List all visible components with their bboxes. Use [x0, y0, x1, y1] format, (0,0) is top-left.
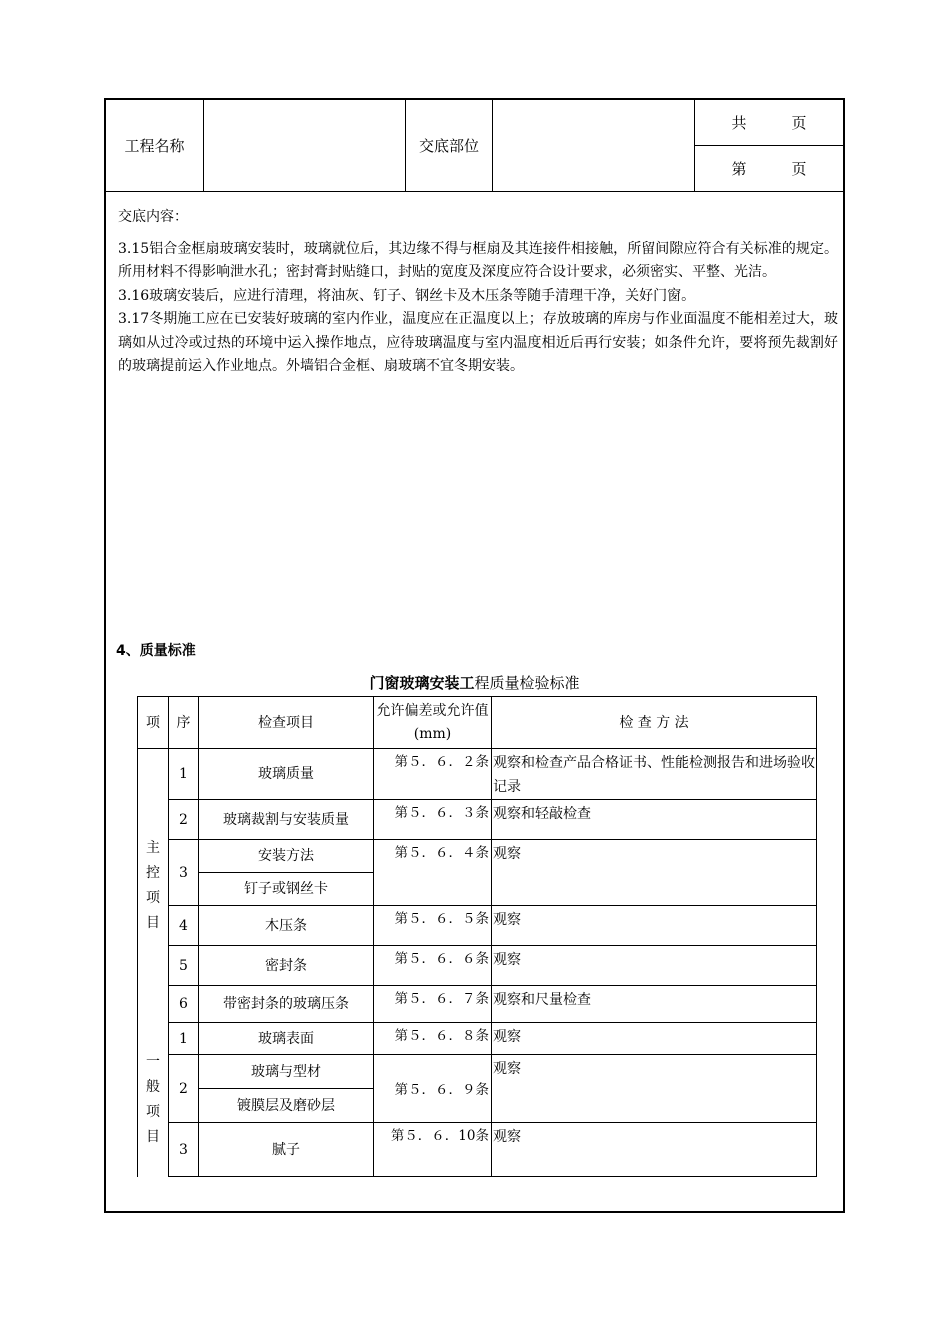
- quality-heading: 4、质量标准: [116, 643, 196, 659]
- paragraph-3-16: 3.16玻璃安装后，应进行清理，将油灰、钉子、钢丝卡及木压条等随手清理干净，关好门窗。: [118, 287, 696, 304]
- table-row: [138, 986, 817, 1023]
- row-check: 玻璃表面: [199, 1023, 374, 1055]
- table-row: [138, 840, 817, 873]
- col-seq: 序: [169, 697, 199, 749]
- table-title: [106, 672, 843, 693]
- row-clause: 第５．６．５条: [374, 906, 492, 946]
- handover-content: [118, 206, 838, 379]
- project-name-value[interactable]: [204, 100, 406, 192]
- row-method: 观察: [492, 906, 817, 946]
- row-clause: 第５．６．４条: [374, 840, 492, 906]
- content-label: 交底内容：: [118, 209, 188, 225]
- row-clause: 第５．６．９条: [374, 1055, 492, 1123]
- quality-table: [137, 696, 817, 1177]
- row-clause: 第５．６．10条: [374, 1123, 492, 1177]
- row-seq: 4: [169, 906, 199, 946]
- row-check: 安装方法: [199, 840, 374, 873]
- row-seq: 2: [169, 1055, 199, 1123]
- group-main-label: 主控项目: [146, 839, 160, 931]
- row-method: 观察和检查产品合格证书、性能检测报告和进场验收记录: [492, 749, 817, 800]
- row-check: 木压条: [199, 906, 374, 946]
- row-clause: 第５．６．７条: [374, 986, 492, 1023]
- table-title-bold: 门窗玻璃安装工: [369, 674, 475, 692]
- col-tolerance: 允许偏差或允许值(mm): [374, 697, 492, 749]
- paragraph-3-17: 3.17冬期施工应在已安装好玻璃的室内作业，温度应在正温度以上；存放玻璃的库房与作业面温度不能相差过大，玻璃如从过冷或过热的环境中运入操作地点，应待玻璃温度与室内温度相近后再行安装；如条件允许，要将预先裁割好的玻璃提前运入作业地点。外墙铝合金框、扇玻璃不宜冬期安装。: [118, 311, 838, 374]
- table-row: [138, 749, 817, 800]
- row-clause: 第５．６．８条: [374, 1023, 492, 1055]
- row-method: 观察: [492, 840, 817, 906]
- row-method: 观察: [492, 1123, 817, 1177]
- row-clause: 第５．６．６条: [374, 946, 492, 986]
- document-frame: [104, 98, 845, 1213]
- row-check: 带密封条的玻璃压条: [199, 986, 374, 1023]
- row-method: 观察: [492, 1023, 817, 1055]
- row-check-sub: 镀膜层及磨砂层: [199, 1089, 374, 1123]
- col-check-item: 检查项目: [199, 697, 374, 749]
- row-method: 观察: [492, 1055, 817, 1123]
- row-check: 玻璃裁割与安装质量: [199, 800, 374, 840]
- row-check-sub: 钉子或钢丝卡: [199, 873, 374, 906]
- group-general-label: 一般项目: [146, 1053, 160, 1145]
- row-clause: 第５．６．２条: [374, 749, 492, 800]
- project-name-label: 工程名称: [106, 100, 204, 192]
- table-title-rest: 程质量检验标准: [474, 674, 580, 692]
- col-method: 检 查 方 法: [492, 697, 817, 749]
- row-check: 密封条: [199, 946, 374, 986]
- table-header-row: [138, 697, 817, 749]
- group-general: [138, 1023, 169, 1177]
- row-seq: 1: [169, 1023, 199, 1055]
- group-main-control: [138, 749, 169, 1023]
- table-row: [138, 946, 817, 986]
- table-row: [138, 1055, 817, 1089]
- row-method: 观察和尺量检查: [492, 986, 817, 1023]
- row-seq: 6: [169, 986, 199, 1023]
- row-method: 观察和轻敲检查: [492, 800, 817, 840]
- handover-part-label: 交底部位: [406, 100, 493, 192]
- row-seq: 3: [169, 1123, 199, 1177]
- table-row: [138, 1023, 817, 1055]
- page-number: 第 页: [695, 146, 844, 192]
- row-seq: 3: [169, 840, 199, 906]
- row-check: 腻子: [199, 1123, 374, 1177]
- row-check: 玻璃与型材: [199, 1055, 374, 1089]
- paragraph-3-15: 3.15铝合金框扇玻璃安装时，玻璃就位后，其边缘不得与框扇及其连接件相接触，所留间隙应符合有关标准的规定。所用材料不得影响泄水孔；密封膏封贴缝口，封贴的宽度及深度应符合设计要求，必须密实、平整、光洁。: [118, 240, 838, 280]
- row-seq: 5: [169, 946, 199, 986]
- header-table: [106, 100, 843, 192]
- col-item: 项: [138, 697, 169, 749]
- table-row: [138, 906, 817, 946]
- row-seq: 1: [169, 749, 199, 800]
- row-check: 玻璃质量: [199, 749, 374, 800]
- row-seq: 2: [169, 800, 199, 840]
- total-pages: 共 页: [695, 100, 844, 146]
- row-method: 观察: [492, 946, 817, 986]
- table-row: [138, 1123, 817, 1177]
- table-row: [138, 800, 817, 840]
- handover-part-value[interactable]: [493, 100, 695, 192]
- row-clause: 第５．６．３条: [374, 800, 492, 840]
